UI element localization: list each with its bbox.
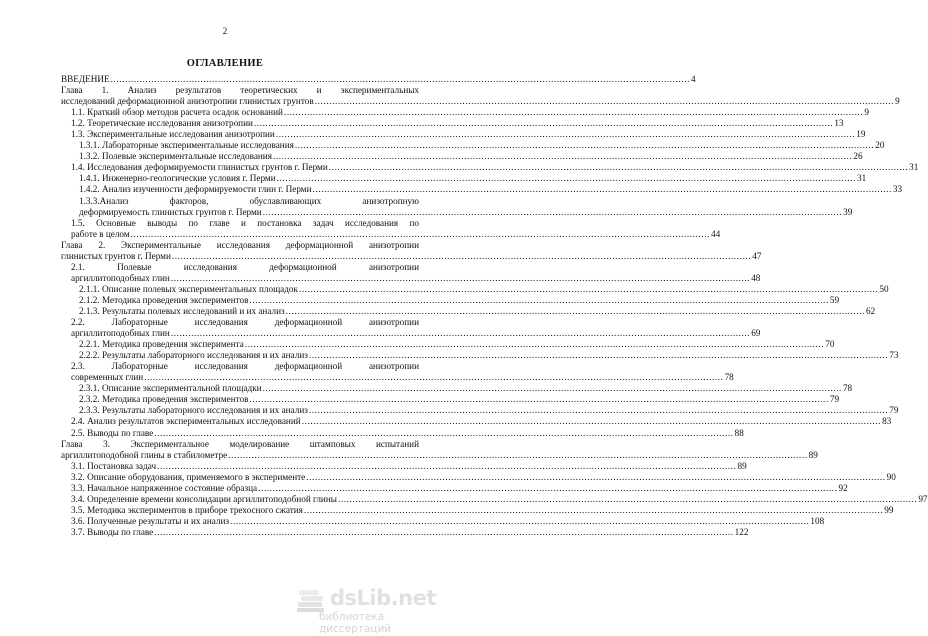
toc-leader-dots: ........................................................................................................................................................................................................: [285, 305, 866, 316]
toc-entry-text: 3.1. Постановка задач: [71, 460, 157, 471]
toc-page-number: 78: [724, 372, 734, 383]
toc-entry-text: Глава 3. Экспериментальное моделирование штамповых испытаний: [61, 438, 419, 449]
toc-page-number: 9: [864, 107, 869, 118]
toc-entry-text: деформируемость глинистых грунтов г. Перми: [79, 206, 262, 217]
toc-entry-text: 2.1.1. Описание полевых экспериментальных площадок: [79, 283, 298, 294]
toc-entry-text: 3.4. Определение времени консолидации аргиллитоподобной глины: [71, 493, 337, 504]
toc-page-number: 31: [909, 162, 919, 173]
toc-leader-dots: ........................................................................................................................................................................................................: [228, 449, 808, 460]
toc-entry-text: 2.3.1. Описание экспериментальной площадки: [79, 383, 262, 394]
toc-entry: [61, 107, 869, 118]
toc-entry-text: 2.2.2. Результаты лабораторного исследования и их анализ: [79, 350, 308, 361]
toc-entry-text: 2.4. Анализ результатов экспериментальных исследований: [71, 416, 301, 427]
toc-page-number: 92: [838, 482, 848, 493]
toc-entry: [61, 74, 696, 85]
toc-entry: [61, 383, 853, 394]
toc-page-number: 62: [866, 305, 876, 316]
toc-entry-text: 2.3.3. Результаты лабораторного исследования и их анализ: [79, 405, 308, 416]
toc-leader-dots: ........................................................................................................................................................................................................: [110, 74, 691, 84]
toc-leader-dots: ........................................................................................................................................................................................................: [262, 206, 843, 217]
toc-entry-text: исследований деформационной анизотропии глинистых грунтов: [61, 96, 314, 107]
toc-entry: [61, 85, 900, 107]
toc-entry-text: 2.2.1. Методика проведения эксперимента: [79, 339, 244, 350]
toc-entry-text: 1.3. Экспериментальные исследования анизотропии: [71, 129, 275, 140]
page-number: 2: [222, 26, 228, 36]
toc-leader-dots: ........................................................................................................................................................................................................: [130, 228, 711, 239]
toc-leader-dots: ........................................................................................................................................................................................................: [249, 294, 829, 305]
toc-entry-text: 1.3.1. Лабораторные экспериментальные исследования: [79, 140, 294, 151]
toc-page-number: 50: [879, 283, 889, 294]
toc-entry-text: 3.3. Начальное напряженное состояние образца: [71, 482, 258, 493]
toc-entry: [61, 460, 747, 472]
toc-entry: [61, 294, 840, 306]
toc-entry: [61, 217, 721, 240]
toc-page-number: 59: [829, 294, 840, 305]
toc-entry: [61, 427, 744, 439]
toc-entry-text: аргиллитоподобной глины в стабилометре: [61, 449, 228, 460]
toc-entry: [61, 361, 734, 383]
toc-entry: [61, 317, 761, 339]
toc-entry: [61, 118, 844, 129]
toc-page-number: 97: [918, 493, 928, 504]
toc-page-number: 39: [843, 206, 853, 217]
watermark: [292, 586, 442, 635]
toc-entry-text: 1.4. Исследования деформируемости глинистых грунтов г. Перми: [71, 162, 328, 173]
toc-page-number: 26: [853, 151, 863, 162]
toc-page-number: 88: [734, 427, 744, 438]
toc-entry-text: 1.3.2. Полевые экспериментальные исследования: [79, 151, 272, 162]
toc-entry: [61, 173, 867, 184]
toc-leader-dots: ........................................................................................................................................................................................................: [294, 140, 875, 151]
toc-entry: [61, 261, 761, 284]
toc-page-number: 70: [825, 339, 835, 350]
toc-page-number: 83: [882, 416, 892, 427]
toc-page-number: 69: [751, 328, 761, 339]
toc-page-number: 31: [857, 173, 867, 184]
toc-page-number: 122: [734, 526, 749, 537]
toc-entry: [61, 151, 863, 162]
toc-entry: [61, 394, 840, 405]
toc-entry-text: 2.3.2. Методика проведения экспериментов: [79, 394, 249, 405]
toc-page-number: 9: [895, 96, 900, 107]
toc-title: ОГЛАВЛЕНИЕ: [186, 58, 264, 69]
toc-leader-dots: ........................................................................................................................................................................................................: [230, 515, 810, 526]
toc-leader-dots: ........................................................................................................................................................................................................: [253, 118, 834, 129]
toc-leader-dots: ........................................................................................................................................................................................................: [258, 482, 838, 493]
toc-entry: [61, 471, 896, 483]
toc-entry: [61, 239, 762, 262]
toc-leader-dots: ........................................................................................................................................................................................................: [314, 96, 895, 107]
toc-entry-text: глинистых грунтов г. Перми: [61, 250, 171, 261]
toc-page-number: 73: [889, 350, 899, 361]
toc-entry-text: аргиллитоподобных глин: [71, 272, 170, 283]
toc-entry-text: 2.1. Полевые исследования деформационной анизотропии: [71, 261, 419, 272]
toc-page-number: 13: [834, 118, 844, 129]
toc-leader-dots: ........................................................................................................................................................................................................: [306, 471, 886, 482]
toc-page-number: 33: [892, 184, 903, 195]
toc-page-number: 78: [842, 383, 853, 394]
toc-entry-text: 2.1.2. Методика проведения экспериментов: [79, 294, 249, 305]
toc-leader-dots: ........................................................................................................................................................................................................: [303, 504, 884, 515]
toc-entry: [61, 526, 749, 538]
toc-entry-text: 3.7. Выводы по главе: [71, 526, 154, 537]
toc-entry: [61, 184, 903, 195]
toc-entry: [61, 305, 876, 317]
toc-entry-text: 2.5. Выводы по главе: [71, 427, 154, 438]
toc-entry-text: 1.2. Теоретические исследования анизотропии: [71, 118, 253, 129]
toc-leader-dots: ........................................................................................................................................................................................................: [171, 250, 752, 261]
toc-page-number: 99: [884, 504, 894, 515]
toc-entry: [61, 493, 928, 505]
toc-entry-text: 3.6. Полученные результаты и их анализ: [71, 515, 230, 526]
toc-entry-text: Глава 2. Экспериментальные исследования деформационной анизотропии: [61, 239, 419, 250]
toc-entry-text: 2.1.3. Результаты полевых исследований и их анализ: [79, 305, 285, 316]
toc-leader-dots: ........................................................................................................................................................................................................: [328, 162, 909, 173]
toc-entry: [61, 339, 835, 350]
toc-entry-text: 1.4.2. Анализ изученности деформируемости глин г. Перми: [79, 184, 312, 195]
toc-entry-text: современных глин: [71, 372, 144, 383]
toc-page-number: 4: [691, 74, 696, 84]
toc-page-number: 90: [886, 471, 896, 482]
toc-entry-text: 1.3.3.Анализ факторов, обуславливающих анизотропную: [79, 195, 419, 206]
toc-leader-dots: ........................................................................................................................................................................................................: [262, 383, 842, 394]
toc-page-number: 79: [889, 405, 899, 416]
toc-leader-dots: ........................................................................................................................................................................................................: [283, 107, 864, 118]
toc-page-number: 20: [875, 140, 885, 151]
toc-leader-dots: ........................................................................................................................................................................................................: [144, 372, 724, 383]
toc-page-number: 79: [829, 394, 840, 405]
toc-entry-text: Глава 1. Анализ результатов теоретических и экспериментальных: [61, 85, 419, 96]
toc-page-number: 89: [808, 449, 818, 460]
toc-leader-dots: ........................................................................................................................................................................................................: [308, 405, 889, 416]
toc-leader-dots: ........................................................................................................................................................................................................: [154, 526, 734, 537]
toc-entry: [61, 129, 866, 140]
toc-entry: [61, 416, 892, 427]
toc-leader-dots: ........................................................................................................................................................................................................: [272, 151, 853, 162]
toc-page-number: 47: [752, 250, 762, 261]
toc-leader-dots: ........................................................................................................................................................................................................: [249, 394, 829, 405]
toc-entry-text: 1.4.1. Инженерно-геологические условия г. Перми: [79, 173, 276, 184]
toc-page-number: 19: [856, 129, 866, 140]
toc-entry: [61, 195, 853, 218]
toc-entry: [61, 283, 889, 295]
toc-entry-text: работе в целом: [71, 228, 130, 239]
toc-leader-dots: ........................................................................................................................................................................................................: [312, 184, 892, 195]
toc-leader-dots: ........................................................................................................................................................................................................: [308, 350, 889, 361]
toc-page-number: 89: [737, 460, 747, 471]
toc-leader-dots: ........................................................................................................................................................................................................: [154, 427, 734, 438]
toc-leader-dots: ........................................................................................................................................................................................................: [244, 339, 825, 350]
toc-leader-dots: ........................................................................................................................................................................................................: [337, 493, 918, 504]
toc-entry-text: 2.3. Лабораторные исследования деформационной анизотропии: [71, 361, 419, 372]
toc-page-number: 44: [711, 228, 721, 239]
toc-page-number: 48: [751, 272, 761, 283]
toc-entry: [61, 504, 894, 516]
toc-entry: [61, 405, 899, 416]
toc-entry-text: аргиллитоподобных глин: [71, 328, 170, 339]
toc-entry: [61, 140, 885, 151]
toc-leader-dots: ........................................................................................................................................................................................................: [157, 460, 737, 471]
toc-page-number: 108: [810, 515, 825, 526]
toc-entry-text: 3.5. Методика экспериментов в приборе трехосного сжатия: [71, 504, 303, 515]
toc-entry-text: 1.5. Основные выводы по главе и постановка задач исследования по: [71, 217, 419, 228]
toc-entry: [61, 515, 825, 527]
toc-entry-text: 2.2. Лабораторные исследования деформационной анизотропии: [71, 317, 419, 328]
toc-entry: [61, 438, 818, 461]
toc-leader-dots: ........................................................................................................................................................................................................: [298, 283, 879, 294]
toc-leader-dots: ........................................................................................................................................................................................................: [275, 129, 856, 140]
toc-entry-text: ВВЕДЕНИЕ: [61, 74, 110, 84]
toc-entry-text: 1.1. Краткий обзор методов расчета осадок оснований: [71, 107, 283, 118]
toc-entry: [61, 482, 848, 494]
toc-leader-dots: ........................................................................................................................................................................................................: [276, 173, 857, 184]
watermark-logo: dsLib.net: [330, 586, 436, 610]
toc-leader-dots: ........................................................................................................................................................................................................: [301, 416, 882, 427]
table-of-contents: [61, 74, 928, 538]
toc-leader-dots: ........................................................................................................................................................................................................: [170, 272, 751, 283]
toc-entry: [61, 162, 919, 173]
toc-entry: [61, 350, 899, 361]
toc-leader-dots: ........................................................................................................................................................................................................: [170, 328, 751, 339]
toc-entry-text: 3.2. Описание оборудования, применяемого в эксперименте: [71, 471, 306, 482]
watermark-subtitle: библиотека диссертаций: [319, 611, 392, 635]
